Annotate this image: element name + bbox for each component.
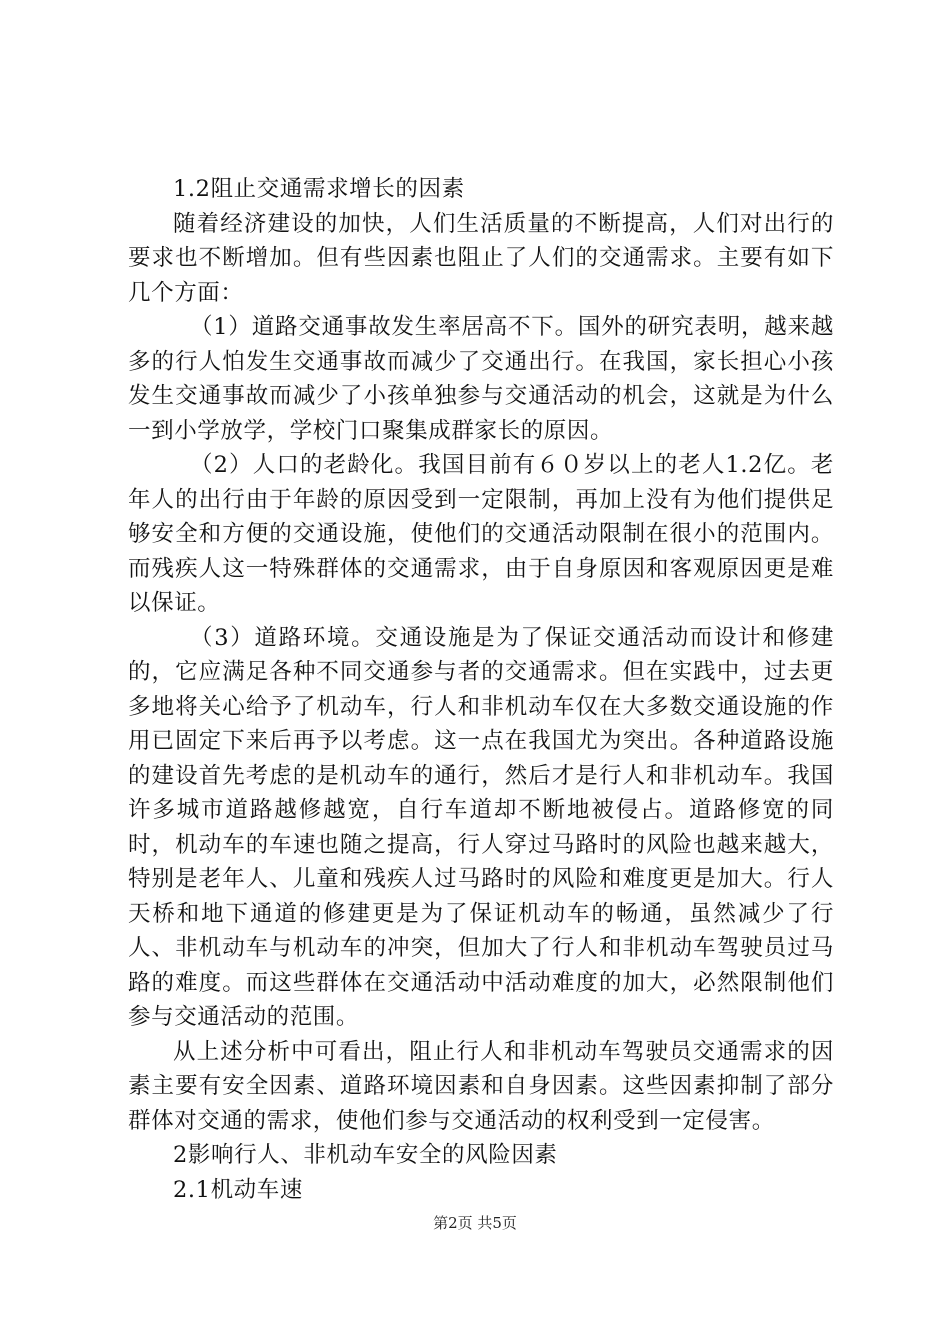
section-heading-2: 2影响行人、非机动车安全的风险因素 (173, 1142, 558, 1168)
summary-paragraph: 从上述分析中可看出，阻止行人和非机动车驾驶员交通需求的因素主要有安全因素、道路环境因素和自身因素。这些因素抑制了部分群体对交通的需求，使他们参与交通活动的权利受到一定侵害。 (128, 1038, 834, 1134)
section-heading-2-1: 2.1机动车速 (173, 1176, 303, 1203)
factor-2-paragraph: （2）人口的老龄化。我国目前有６０岁以上的老人1.2亿。老年人的出行由于年龄的原因受到一定限制，再加上没有为他们提供足够安全和方便的交通设施，使他们的交通活动限制在很小的范围内。而残疾人这一特殊群体的交通需求，由于自身原因和客观原因更是难以保证。 (128, 452, 834, 616)
page-footer: 第2页 共5页 (433, 1214, 517, 1232)
section-heading-1-2: 1.2阻止交通需求增长的因素 (173, 176, 465, 202)
factor-1-paragraph: （1）道路交通事故发生率居高不下。国外的研究表明，越来越多的行人怕发生交通事故而减少了交通出行。在我国，家长担心小孩发生交通事故而减少了小孩单独参与交通活动的机会，这就是为什么一到小学放学，学校门口聚集成群家长的原因。 (128, 314, 834, 444)
intro-paragraph: 随着经济建设的加快，人们生活质量的不断提高，人们对出行的要求也不断增加。但有些因素也阻止了人们的交通需求。主要有如下几个方面： (128, 210, 834, 306)
factor-3-paragraph: （3）道路环境。交通设施是为了保证交通活动而设计和修建的，它应满足各种不同交通参与者的交通需求。但在实践中，过去更多地将关心给予了机动车，行人和非机动车仅在大多数交通设施的作用已固定下来后再予以考虑。这一点在我国尤为突出。各种道路设施的建设首先考虑的是机动车的通行，然后才是行人和非机动车。我国许多城市道路越修越宽，自行车道却不断地被侵占。道路修宽的同时，机动车的车速也随之提高，行人穿过马路时的风险也越来越大，特别是老年人、儿童和残疾人过马路时的风险和难度更是加大。行人天桥和地下通道的修建更是为了保证机动车的畅通，虽然减少了行人、非机动车与机动车的冲突，但加大了行人和非机动车驾驶员过马路的难度。而这些群体在交通活动中活动难度的加大，必然限制他们参与交通活动的范围。 (128, 624, 834, 1030)
document-body (128, 172, 834, 1207)
